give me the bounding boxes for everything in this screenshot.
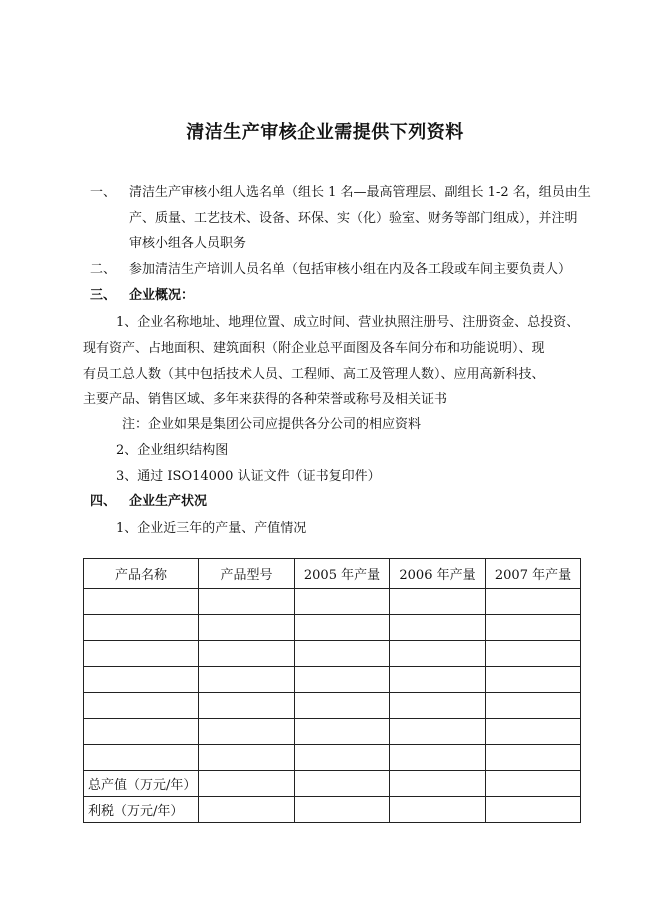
table-cell[interactable] bbox=[84, 745, 199, 771]
table-cell[interactable] bbox=[486, 693, 581, 719]
table-cell[interactable] bbox=[486, 719, 581, 745]
table-cell[interactable] bbox=[486, 797, 581, 823]
table-cell[interactable] bbox=[84, 719, 199, 745]
page-title: 清洁生产审核企业需提供下列资料 bbox=[186, 122, 464, 143]
table-cell[interactable] bbox=[84, 693, 199, 719]
section-3-heading: 企业概况： bbox=[129, 288, 195, 303]
table-row-profit-tax bbox=[84, 797, 581, 823]
section-3-item-1-line-2: 现有资产、占地面积、建筑面积（附企业总平面图及各车间分布和功能说明）、现 bbox=[83, 341, 545, 356]
table-cell[interactable] bbox=[295, 589, 390, 615]
table-cell[interactable] bbox=[390, 667, 486, 693]
table-cell[interactable] bbox=[295, 719, 390, 745]
table-cell[interactable] bbox=[295, 667, 390, 693]
section-1-line-3: 审核小组各人员职务 bbox=[129, 236, 247, 251]
table-cell[interactable] bbox=[84, 615, 199, 641]
table-cell[interactable] bbox=[199, 693, 295, 719]
table-cell[interactable] bbox=[390, 771, 486, 797]
section-1-line-2: 产、质量、工艺技术、设备、环保、实（化）验室、财务等部门组成），并注明 bbox=[129, 211, 578, 226]
table-cell[interactable] bbox=[199, 745, 295, 771]
table-cell[interactable] bbox=[84, 589, 199, 615]
table-cell[interactable] bbox=[486, 745, 581, 771]
table-row bbox=[84, 719, 581, 745]
table-cell[interactable] bbox=[390, 589, 486, 615]
table-cell[interactable] bbox=[295, 797, 390, 823]
table-row bbox=[84, 745, 581, 771]
section-3-item-2: 2、企业组织结构图 bbox=[116, 443, 229, 458]
header-product-name: 产品名称 bbox=[84, 559, 199, 589]
table-cell[interactable] bbox=[486, 667, 581, 693]
table-cell[interactable] bbox=[486, 641, 581, 667]
section-2-text: 参加清洁生产培训人员名单（包括审核小组在内及各工段或车间主要负责人） bbox=[129, 262, 572, 277]
table-cell[interactable] bbox=[295, 771, 390, 797]
row-label-profit-tax: 利税（万元/年） bbox=[84, 797, 199, 823]
table-cell[interactable] bbox=[295, 615, 390, 641]
row-label-total-output: 总产值（万元/年） bbox=[84, 771, 199, 797]
table-cell[interactable] bbox=[486, 771, 581, 797]
section-3-item-1-line-3: 有员工总人数（其中包括技术人员、工程师、高工及管理人数）、应用高新科技、 bbox=[83, 367, 545, 382]
table-cell[interactable] bbox=[199, 719, 295, 745]
table-cell[interactable] bbox=[199, 771, 295, 797]
section-4-heading: 企业生产状况 bbox=[129, 494, 208, 509]
table-cell[interactable] bbox=[199, 797, 295, 823]
table-cell[interactable] bbox=[295, 641, 390, 667]
table-row-total-output bbox=[84, 771, 581, 797]
table-row bbox=[84, 693, 581, 719]
section-3-item-1-line-1: 1、企业名称地址、地理位置、成立时间、营业执照注册号、注册资金、总投资、 bbox=[116, 315, 580, 330]
section-3-number: 三、 bbox=[90, 288, 117, 303]
section-3-note: 注：企业如果是集团公司应提供各分公司的相应资料 bbox=[122, 417, 422, 432]
section-4-number: 四、 bbox=[90, 494, 117, 509]
section-1-line-1: 清洁生产审核小组人选名单（组长 1 名—最高管理层、副组长 1-2 名，组员由生 bbox=[129, 185, 591, 200]
table-row bbox=[84, 641, 581, 667]
section-3-item-3: 3、通过 ISO14000 认证文件（证书复印件） bbox=[116, 469, 381, 484]
table-cell[interactable] bbox=[390, 641, 486, 667]
header-output-2005: 2005 年产量 bbox=[295, 559, 390, 589]
table-cell[interactable] bbox=[199, 641, 295, 667]
table-cell[interactable] bbox=[199, 667, 295, 693]
table-row bbox=[84, 615, 581, 641]
header-product-model: 产品型号 bbox=[199, 559, 295, 589]
table-header-row bbox=[84, 559, 581, 589]
table-cell[interactable] bbox=[390, 797, 486, 823]
table-cell[interactable] bbox=[390, 693, 486, 719]
table-row bbox=[84, 667, 581, 693]
table-cell[interactable] bbox=[486, 589, 581, 615]
header-output-2006: 2006 年产量 bbox=[390, 559, 486, 589]
table-row bbox=[84, 589, 581, 615]
table-cell[interactable] bbox=[199, 615, 295, 641]
table-cell[interactable] bbox=[390, 745, 486, 771]
table-cell[interactable] bbox=[295, 693, 390, 719]
table-cell[interactable] bbox=[199, 589, 295, 615]
section-2-number: 二、 bbox=[90, 262, 117, 277]
section-1-number: 一、 bbox=[90, 185, 117, 200]
table-cell[interactable] bbox=[84, 667, 199, 693]
table-cell[interactable] bbox=[390, 615, 486, 641]
table-cell[interactable] bbox=[390, 719, 486, 745]
table-cell[interactable] bbox=[84, 641, 199, 667]
section-4-item-1: 1、企业近三年的产量、产值情况 bbox=[116, 521, 307, 536]
production-table bbox=[83, 558, 581, 823]
table-cell[interactable] bbox=[295, 745, 390, 771]
table-cell[interactable] bbox=[486, 615, 581, 641]
header-output-2007: 2007 年产量 bbox=[486, 559, 581, 589]
section-3-item-1-line-4: 主要产品、销售区域、多年来获得的各种荣誉或称号及相关证书 bbox=[83, 392, 448, 407]
